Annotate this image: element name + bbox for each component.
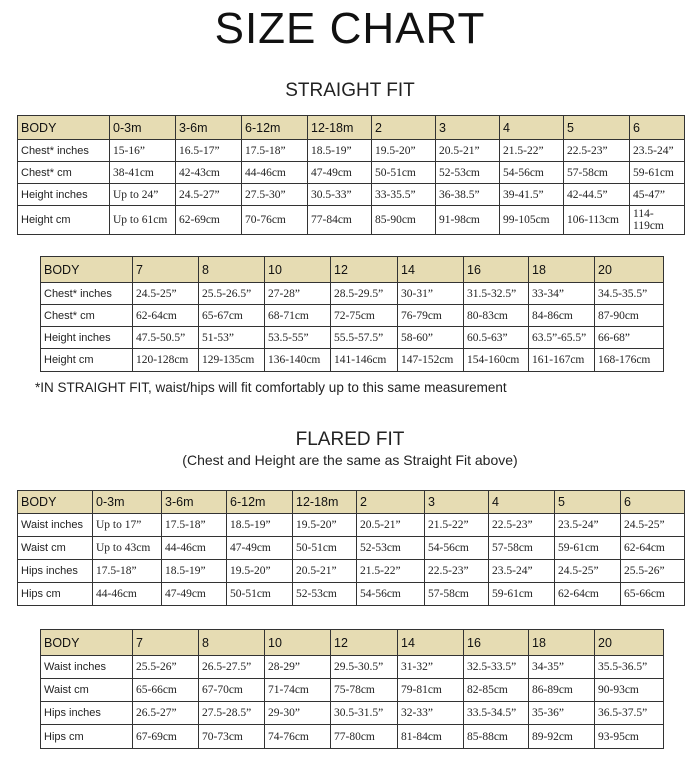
measurement-cell: 65-66cm — [133, 679, 199, 702]
table-row — [41, 702, 664, 725]
size-header-cell: 12 — [331, 257, 398, 283]
measurement-cell: 42-44.5” — [564, 184, 630, 206]
body-header-cell: BODY — [41, 630, 133, 656]
measurement-cell: 30-31” — [398, 283, 464, 305]
table-row — [18, 162, 685, 184]
measurement-cell: 54-56cm — [425, 537, 489, 560]
measurement-cell: 84-86cm — [529, 305, 595, 327]
measurement-cell: 28-29” — [265, 656, 331, 679]
size-header-cell: 12-18m — [293, 491, 357, 514]
measurement-cell: 67-69cm — [133, 725, 199, 749]
measurement-cell: 21.5-22” — [500, 140, 564, 162]
measurement-cell: 15-16” — [110, 140, 176, 162]
table-row — [18, 514, 685, 537]
measurement-cell: 75-78cm — [331, 679, 398, 702]
measurement-cell: 59-61cm — [630, 162, 685, 184]
measurement-cell: 168-176cm — [595, 349, 664, 372]
size-header-cell: 6 — [630, 116, 685, 140]
measurement-cell: 44-46cm — [162, 537, 227, 560]
measurement-cell: 36.5-37.5” — [595, 702, 664, 725]
straight-fit-table-1 — [17, 115, 685, 235]
size-header-cell: 5 — [555, 491, 621, 514]
measurement-cell: 53.5-55” — [265, 327, 331, 349]
measurement-cell: 47-49cm — [162, 583, 227, 606]
row-label-cell: Waist cm — [18, 537, 93, 560]
measurement-cell: 52-53cm — [436, 162, 500, 184]
page-title: SIZE CHART — [214, 4, 486, 53]
measurement-cell: 16.5-17” — [176, 140, 242, 162]
measurement-cell: 59-61cm — [489, 583, 555, 606]
measurement-cell: 82-85cm — [464, 679, 529, 702]
size-header-cell: 12 — [331, 630, 398, 656]
size-header-cell: 16 — [464, 257, 529, 283]
measurement-cell: 114-119cm — [630, 206, 685, 235]
size-header-cell: 14 — [398, 257, 464, 283]
measurement-cell: 54-56cm — [500, 162, 564, 184]
measurement-cell: 42-43cm — [176, 162, 242, 184]
body-header-cell: BODY — [18, 491, 93, 514]
size-header-cell: 8 — [199, 257, 265, 283]
measurement-cell: 32.5-33.5” — [464, 656, 529, 679]
measurement-cell: 29-30” — [265, 702, 331, 725]
flared-fit-subheading: (Chest and Height are the same as Straight Fit above) — [182, 452, 518, 468]
measurement-cell: 45-47” — [630, 184, 685, 206]
table-row — [41, 283, 664, 305]
measurement-cell: 147-152cm — [398, 349, 464, 372]
size-header-cell: 7 — [133, 257, 199, 283]
header-row — [41, 630, 664, 656]
measurement-cell: 80-83cm — [464, 305, 529, 327]
table-row — [41, 656, 664, 679]
measurement-cell: 50-51cm — [293, 537, 357, 560]
row-label-cell: Chest* inches — [18, 140, 110, 162]
measurement-cell: 20.5-21” — [293, 560, 357, 583]
measurement-cell: 17.5-18” — [242, 140, 308, 162]
measurement-cell: 24.5-27” — [176, 184, 242, 206]
measurement-cell: 31-32” — [398, 656, 464, 679]
table-row — [18, 140, 685, 162]
measurement-cell: 154-160cm — [464, 349, 529, 372]
measurement-cell: 34-35” — [529, 656, 595, 679]
measurement-cell: 18.5-19” — [308, 140, 372, 162]
measurement-cell: 17.5-18” — [162, 514, 227, 537]
measurement-cell: 62-64cm — [621, 537, 685, 560]
measurement-cell: 67-70cm — [199, 679, 265, 702]
measurement-cell: 89-92cm — [529, 725, 595, 749]
size-header-cell: 14 — [398, 630, 464, 656]
measurement-cell: 161-167cm — [529, 349, 595, 372]
row-label-cell: Chest* cm — [18, 162, 110, 184]
measurement-cell: 36-38.5” — [436, 184, 500, 206]
measurement-cell: 18.5-19” — [227, 514, 293, 537]
measurement-cell: 81-84cm — [398, 725, 464, 749]
row-label-cell: Hips cm — [41, 725, 133, 749]
measurement-cell: 22.5-23” — [489, 514, 555, 537]
size-header-cell: 12-18m — [308, 116, 372, 140]
header-row — [18, 116, 685, 140]
measurement-cell: 47-49cm — [308, 162, 372, 184]
measurement-cell: 24.5-25” — [621, 514, 685, 537]
measurement-cell: 91-98cm — [436, 206, 500, 235]
measurement-cell: 26.5-27.5” — [199, 656, 265, 679]
body-header-cell: BODY — [41, 257, 133, 283]
measurement-cell: 35-36” — [529, 702, 595, 725]
measurement-cell: 25.5-26” — [621, 560, 685, 583]
measurement-cell: 70-76cm — [242, 206, 308, 235]
measurement-cell: 59-61cm — [555, 537, 621, 560]
row-label-cell: Waist cm — [41, 679, 133, 702]
table-row — [41, 679, 664, 702]
measurement-cell: Up to 43cm — [93, 537, 162, 560]
measurement-cell: 90-93cm — [595, 679, 664, 702]
measurement-cell: 71-74cm — [265, 679, 331, 702]
measurement-cell: 23.5-24” — [630, 140, 685, 162]
measurement-cell: 99-105cm — [500, 206, 564, 235]
measurement-cell: 47.5-50.5” — [133, 327, 199, 349]
measurement-cell: 79-81cm — [398, 679, 464, 702]
measurement-cell: 120-128cm — [133, 349, 199, 372]
measurement-cell: 32-33” — [398, 702, 464, 725]
row-label-cell: Height inches — [18, 184, 110, 206]
measurement-cell: 20.5-21” — [357, 514, 425, 537]
row-label-cell: Height inches — [41, 327, 133, 349]
measurement-cell: 34.5-35.5” — [595, 283, 664, 305]
measurement-cell: 136-140cm — [265, 349, 331, 372]
row-label-cell: Chest* inches — [41, 283, 133, 305]
row-label-cell: Hips cm — [18, 583, 93, 606]
straight-fit-heading: STRAIGHT FIT — [285, 80, 415, 101]
size-header-cell: 6-12m — [227, 491, 293, 514]
measurement-cell: 72-75cm — [331, 305, 398, 327]
measurement-cell: 27-28” — [265, 283, 331, 305]
measurement-cell: 58-60” — [398, 327, 464, 349]
row-label-cell: Height cm — [18, 206, 110, 235]
table-row — [18, 537, 685, 560]
measurement-cell: 51-53” — [199, 327, 265, 349]
size-header-cell: 8 — [199, 630, 265, 656]
table-row — [18, 206, 685, 235]
measurement-cell: 30.5-31.5” — [331, 702, 398, 725]
measurement-cell: 38-41cm — [110, 162, 176, 184]
measurement-cell: 27.5-30” — [242, 184, 308, 206]
size-header-cell: 3 — [425, 491, 489, 514]
measurement-cell: 76-79cm — [398, 305, 464, 327]
size-header-cell: 20 — [595, 630, 664, 656]
table-row — [18, 184, 685, 206]
measurement-cell: 47-49cm — [227, 537, 293, 560]
row-label-cell: Hips inches — [18, 560, 93, 583]
row-label-cell: Hips inches — [41, 702, 133, 725]
measurement-cell: 17.5-18” — [93, 560, 162, 583]
measurement-cell: 106-113cm — [564, 206, 630, 235]
size-header-cell: 5 — [564, 116, 630, 140]
measurement-cell: 65-66cm — [621, 583, 685, 606]
size-header-cell: 10 — [265, 630, 331, 656]
size-header-cell: 6-12m — [242, 116, 308, 140]
measurement-cell: 77-84cm — [308, 206, 372, 235]
measurement-cell: 50-51cm — [372, 162, 436, 184]
measurement-cell: 33.5-34.5” — [464, 702, 529, 725]
measurement-cell: 66-68” — [595, 327, 664, 349]
measurement-cell: 70-73cm — [199, 725, 265, 749]
measurement-cell: 25.5-26.5” — [199, 283, 265, 305]
size-header-cell: 18 — [529, 630, 595, 656]
measurement-cell: 52-53cm — [357, 537, 425, 560]
measurement-cell: 52-53cm — [293, 583, 357, 606]
size-header-cell: 4 — [489, 491, 555, 514]
measurement-cell: 21.5-22” — [357, 560, 425, 583]
measurement-cell: 87-90cm — [595, 305, 664, 327]
measurement-cell: 31.5-32.5” — [464, 283, 529, 305]
measurement-cell: 22.5-23” — [564, 140, 630, 162]
size-header-cell: 16 — [464, 630, 529, 656]
table-row — [18, 583, 685, 606]
measurement-cell: 62-69cm — [176, 206, 242, 235]
measurement-cell: 65-67cm — [199, 305, 265, 327]
size-header-cell: 0-3m — [93, 491, 162, 514]
flared-fit-table-1 — [17, 490, 685, 606]
size-header-cell: 3-6m — [176, 116, 242, 140]
size-header-cell: 20 — [595, 257, 664, 283]
size-header-cell: 6 — [621, 491, 685, 514]
measurement-cell: 44-46cm — [93, 583, 162, 606]
measurement-cell: 27.5-28.5” — [199, 702, 265, 725]
measurement-cell: 57-58cm — [489, 537, 555, 560]
flared-fit-table-2 — [40, 629, 664, 749]
measurement-cell: 19.5-20” — [293, 514, 357, 537]
measurement-cell: 60.5-63” — [464, 327, 529, 349]
measurement-cell: 85-88cm — [464, 725, 529, 749]
measurement-cell: 19.5-20” — [372, 140, 436, 162]
size-header-cell: 4 — [500, 116, 564, 140]
measurement-cell: 20.5-21” — [436, 140, 500, 162]
table-row — [41, 349, 664, 372]
measurement-cell: 28.5-29.5” — [331, 283, 398, 305]
measurement-cell: 23.5-24” — [489, 560, 555, 583]
measurement-cell: 35.5-36.5” — [595, 656, 664, 679]
measurement-cell: 23.5-24” — [555, 514, 621, 537]
measurement-cell: 85-90cm — [372, 206, 436, 235]
measurement-cell: 33-34” — [529, 283, 595, 305]
measurement-cell: 50-51cm — [227, 583, 293, 606]
measurement-cell: 57-58cm — [425, 583, 489, 606]
size-header-cell: 0-3m — [110, 116, 176, 140]
measurement-cell: 26.5-27” — [133, 702, 199, 725]
table-row — [18, 560, 685, 583]
measurement-cell: 93-95cm — [595, 725, 664, 749]
size-header-cell: 2 — [372, 116, 436, 140]
measurement-cell: 68-71cm — [265, 305, 331, 327]
measurement-cell: 62-64cm — [133, 305, 199, 327]
table-row — [41, 725, 664, 749]
header-row — [18, 491, 685, 514]
measurement-cell: 25.5-26” — [133, 656, 199, 679]
size-header-cell: 3 — [436, 116, 500, 140]
table-row — [41, 305, 664, 327]
measurement-cell: 24.5-25” — [133, 283, 199, 305]
measurement-cell: 30.5-33” — [308, 184, 372, 206]
measurement-cell: 19.5-20” — [227, 560, 293, 583]
row-label-cell: Chest* cm — [41, 305, 133, 327]
measurement-cell: 21.5-22” — [425, 514, 489, 537]
row-label-cell: Waist inches — [18, 514, 93, 537]
measurement-cell: 18.5-19” — [162, 560, 227, 583]
size-header-cell: 18 — [529, 257, 595, 283]
row-label-cell: Waist inches — [41, 656, 133, 679]
measurement-cell: 44-46cm — [242, 162, 308, 184]
measurement-cell: 77-80cm — [331, 725, 398, 749]
measurement-cell: 54-56cm — [357, 583, 425, 606]
measurement-cell: 39-41.5” — [500, 184, 564, 206]
table-row — [41, 327, 664, 349]
size-header-cell: 3-6m — [162, 491, 227, 514]
measurement-cell: 129-135cm — [199, 349, 265, 372]
measurement-cell: 63.5”-65.5” — [529, 327, 595, 349]
measurement-cell: 141-146cm — [331, 349, 398, 372]
measurement-cell: 22.5-23” — [425, 560, 489, 583]
straight-fit-table-2 — [40, 256, 664, 372]
measurement-cell: 62-64cm — [555, 583, 621, 606]
measurement-cell: 57-58cm — [564, 162, 630, 184]
size-header-cell: 10 — [265, 257, 331, 283]
measurement-cell: Up to 17” — [93, 514, 162, 537]
measurement-cell: Up to 61cm — [110, 206, 176, 235]
straight-fit-note: *IN STRAIGHT FIT, waist/hips will fit comfortably up to this same measurement — [35, 380, 507, 395]
measurement-cell: 29.5-30.5” — [331, 656, 398, 679]
header-row — [41, 257, 664, 283]
body-header-cell: BODY — [18, 116, 110, 140]
measurement-cell: 24.5-25” — [555, 560, 621, 583]
flared-fit-heading: FLARED FIT — [295, 429, 405, 450]
measurement-cell: Up to 24” — [110, 184, 176, 206]
measurement-cell: 86-89cm — [529, 679, 595, 702]
size-header-cell: 2 — [357, 491, 425, 514]
measurement-cell: 55.5-57.5” — [331, 327, 398, 349]
measurement-cell: 33-35.5” — [372, 184, 436, 206]
measurement-cell: 74-76cm — [265, 725, 331, 749]
size-header-cell: 7 — [133, 630, 199, 656]
row-label-cell: Height cm — [41, 349, 133, 372]
